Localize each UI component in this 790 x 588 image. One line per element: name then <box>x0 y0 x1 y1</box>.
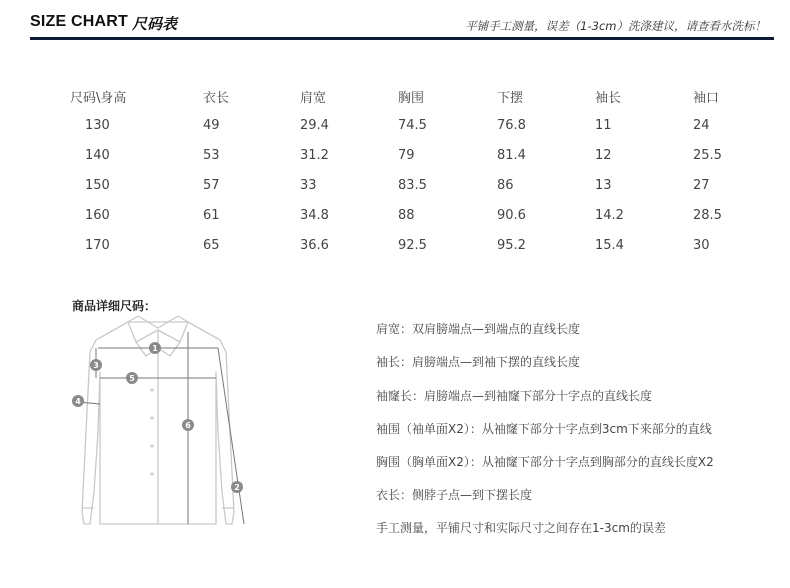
legend-item: 袖围（袖单面X2）：从袖窿下部分十字点到3cm下来部分的直线 <box>376 422 712 436</box>
table-cell: 12 <box>595 148 612 163</box>
table-cell: 79 <box>398 148 415 163</box>
legend-item: 袖长：肩膀端点—到袖下摆的直线长度 <box>376 355 581 369</box>
title-en: SIZE CHART <box>30 13 128 30</box>
table-cell: 65 <box>203 238 220 253</box>
shirt-button <box>150 388 154 392</box>
shirt-button <box>150 416 154 420</box>
table-cell: 76.8 <box>497 118 526 133</box>
table-row <box>60 238 760 258</box>
header-divider <box>30 37 774 40</box>
table-cell: 27 <box>693 178 710 193</box>
table-cell: 160 <box>85 208 110 223</box>
table-row <box>60 208 760 228</box>
marker-5-label: 5 <box>129 374 135 383</box>
measurement-notice: 平铺手工测量，误差（1-3cm）洗涤建议，请查看水洗标！ <box>465 19 766 33</box>
shirt-diagram <box>66 312 256 542</box>
legend-item: 手工测量，平铺尺寸和实际尺寸之间存在1-3cm的误差 <box>376 521 666 535</box>
column-header: 尺码\身高 <box>70 91 127 106</box>
sleeve-length-line <box>218 348 244 524</box>
table-cell: 33 <box>300 178 317 193</box>
column-header: 胸围 <box>398 91 425 106</box>
table-cell: 49 <box>203 118 220 133</box>
table-row <box>60 148 760 168</box>
legend-item: 肩宽：双肩膀端点—到端点的直线长度 <box>376 322 581 336</box>
table-header-row <box>60 87 760 107</box>
table-cell: 14.2 <box>595 208 624 223</box>
column-header: 袖口 <box>693 91 720 106</box>
table-cell: 170 <box>85 238 110 253</box>
legend-item: 胸围（胸单面X2）：从袖窿下部分十字点到胸部分的直线长度X2 <box>376 455 714 469</box>
table-cell: 92.5 <box>398 238 427 253</box>
table-cell: 15.4 <box>595 238 624 253</box>
table-cell: 86 <box>497 178 514 193</box>
shirt-button <box>150 444 154 448</box>
table-cell: 57 <box>203 178 220 193</box>
table-cell: 90.6 <box>497 208 526 223</box>
details-title: 商品详细尺码： <box>72 299 157 313</box>
table-row <box>60 118 760 138</box>
header-bar <box>0 0 790 40</box>
table-cell: 25.5 <box>693 148 722 163</box>
table-cell: 28.5 <box>693 208 722 223</box>
column-header: 肩宽 <box>300 91 327 106</box>
table-cell: 24 <box>693 118 710 133</box>
table-cell: 140 <box>85 148 110 163</box>
marker-3-label: 3 <box>93 361 99 370</box>
shirt-button <box>150 472 154 476</box>
marker-1-label: 1 <box>152 344 158 353</box>
marker-6-label: 6 <box>185 421 191 430</box>
table-cell: 13 <box>595 178 612 193</box>
legend-item: 衣长：侧脖子点—到下摆长度 <box>376 488 533 502</box>
table-row <box>60 178 760 198</box>
table-cell: 74.5 <box>398 118 427 133</box>
column-header: 衣长 <box>203 91 230 106</box>
table-cell: 30 <box>693 238 710 253</box>
marker-4-label: 4 <box>75 397 81 406</box>
table-cell: 34.8 <box>300 208 329 223</box>
table-cell: 150 <box>85 178 110 193</box>
table-cell: 130 <box>85 118 110 133</box>
table-cell: 29.4 <box>300 118 329 133</box>
table-cell: 53 <box>203 148 220 163</box>
table-cell: 88 <box>398 208 415 223</box>
table-cell: 36.6 <box>300 238 329 253</box>
table-cell: 83.5 <box>398 178 427 193</box>
marker-2-label: 2 <box>234 483 240 492</box>
table-cell: 81.4 <box>497 148 526 163</box>
legend-item: 袖窿长：肩膀端点—到袖窿下部分十字点的直线长度 <box>376 389 653 403</box>
table-cell: 11 <box>595 118 612 133</box>
title-cn: 尺码表 <box>132 15 178 33</box>
table-cell: 95.2 <box>497 238 526 253</box>
table-cell: 61 <box>203 208 220 223</box>
table-cell: 31.2 <box>300 148 329 163</box>
column-header: 袖长 <box>595 91 622 106</box>
column-header: 下摆 <box>497 91 524 106</box>
